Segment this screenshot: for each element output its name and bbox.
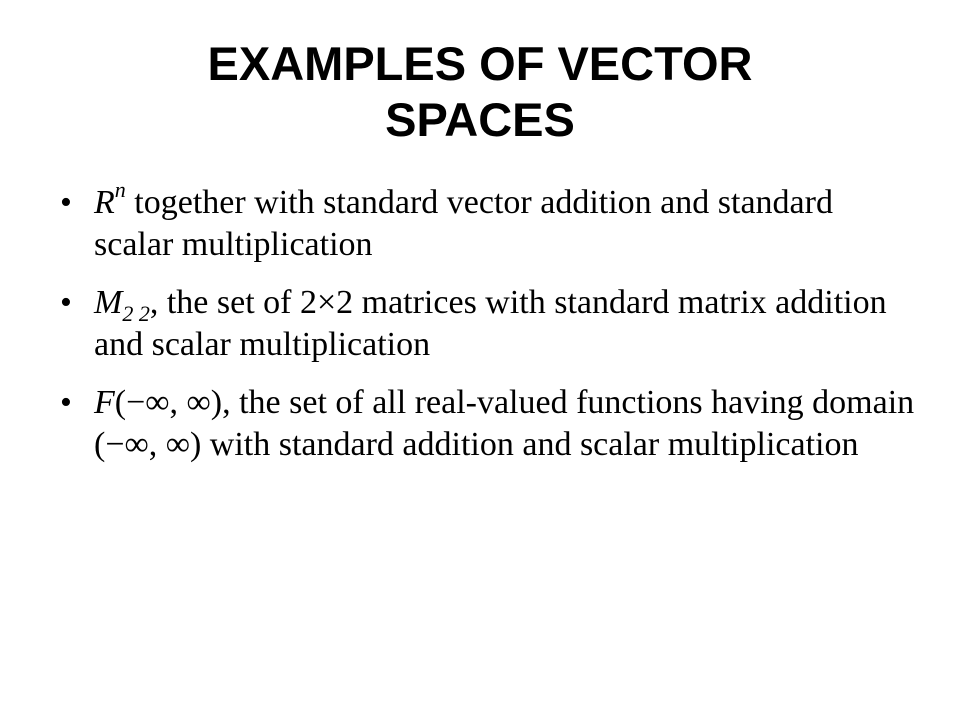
title-line-2: SPACES: [385, 93, 575, 146]
subscript-2-2: 2 2: [122, 300, 150, 326]
math-symbol-r: R: [94, 184, 115, 221]
bullet-marker: •: [60, 384, 72, 421]
function-domain-args: (−∞, ∞): [114, 384, 223, 421]
title-line-1: EXAMPLES OF VECTOR: [207, 37, 753, 90]
bullet-item-m22: [60, 282, 920, 366]
bullet-list: [60, 176, 920, 482]
bullet-text: , the set of all real-valued functions having domain (−∞, ∞) with standard addition and scalar multiplication: [94, 384, 915, 463]
bullet-marker: •: [60, 284, 72, 321]
math-symbol-m: M: [94, 284, 123, 321]
bullet-marker: •: [60, 184, 72, 221]
slide-title: [80, 36, 880, 148]
bullet-item-rn: [60, 176, 920, 266]
superscript-n: n: [114, 176, 126, 202]
math-symbol-f: F: [94, 384, 115, 421]
bullet-text: , the set of 2×2 matrices with standard matrix addition and scalar multiplication: [94, 284, 887, 363]
bullet-text: together with standard vector addition and standard scalar multiplication: [94, 184, 833, 263]
bullet-item-function-space: [60, 382, 920, 466]
